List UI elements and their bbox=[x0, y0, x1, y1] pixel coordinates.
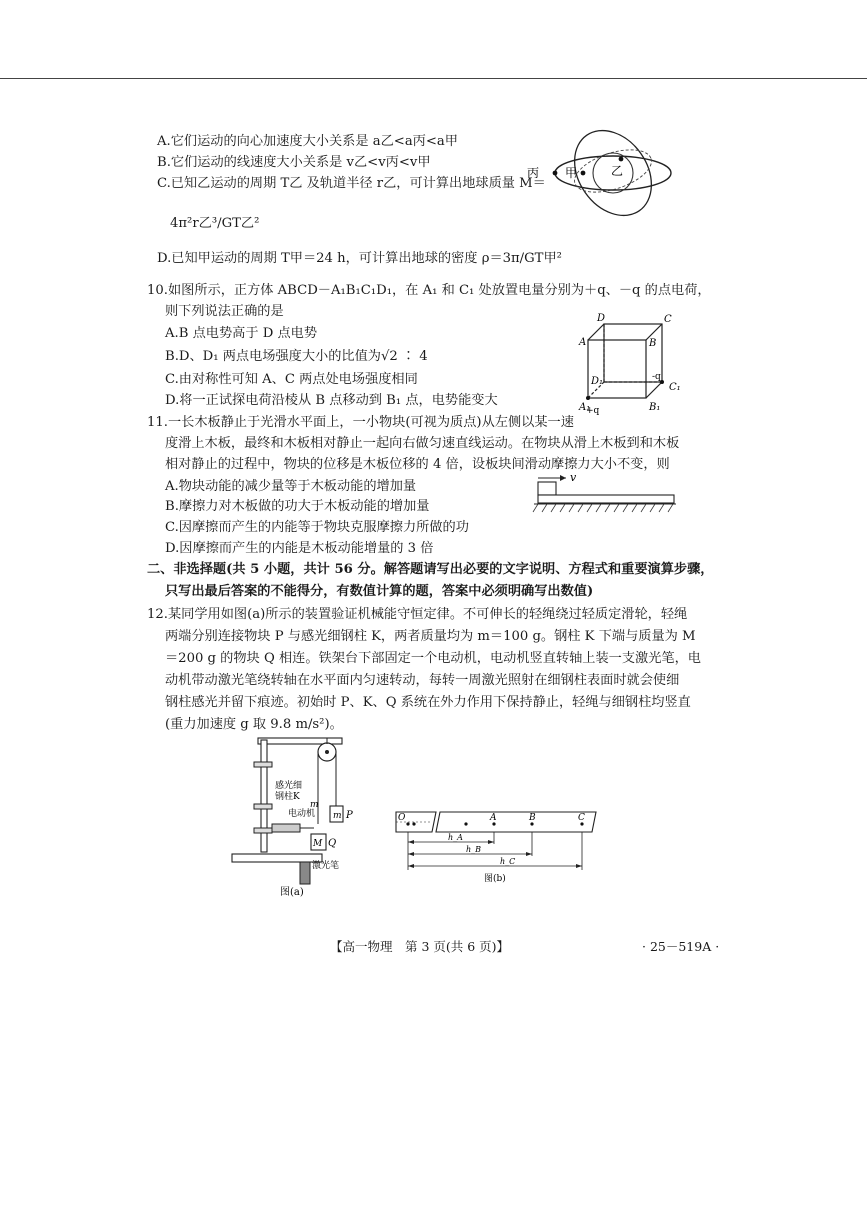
cube-label-a: A bbox=[579, 337, 587, 348]
rod-caption: 图(b) bbox=[484, 874, 506, 884]
top-rule bbox=[0, 78, 867, 79]
cube-label-minus-q: -q bbox=[652, 372, 661, 382]
cube-label-b: B bbox=[649, 338, 657, 349]
q11-stem-1: 11.一长木板静止于光滑水平面上，一小物块(可视为质点)从左侧以某一速 bbox=[147, 415, 574, 430]
q12-line-5: 钢柱感光并留下痕迹。初始时 P、K、Q 系统在外力作用下保持静止，轻绳与细钢柱均竖直 bbox=[165, 695, 691, 710]
cube-label-d1: D₁ bbox=[591, 376, 604, 387]
q11-option-c: C.因摩擦而产生的内能等于物块克服摩擦力所做的功 bbox=[165, 520, 469, 535]
apparatus-label-gan1: 感光细 bbox=[275, 781, 303, 791]
q10-stem-2: 则下列说法正确的是 bbox=[165, 304, 284, 319]
rod-label-b: B bbox=[529, 813, 536, 823]
q12-line-1: 12.某同学用如图(a)所示的装置验证机械能守恒定律。不可伸长的轻绳绕过轻质定滑轮，轻绳 bbox=[147, 607, 688, 622]
q11-option-b: B.摩擦力对木板做的功大于木板动能的增加量 bbox=[165, 499, 430, 514]
apparatus-figure bbox=[228, 732, 358, 902]
q11-option-a: A.物块动能的减少量等于木板动能的增加量 bbox=[165, 479, 417, 494]
cube-label-d: D bbox=[597, 313, 606, 324]
board-figure bbox=[530, 466, 680, 518]
orbit-label-bing: 丙 bbox=[527, 166, 540, 180]
apparatus-label-m-big: M bbox=[313, 839, 323, 849]
q12-line-4: 动机带动激光笔绕转轴在水平面内匀速转动，每转一周激光照射在细钢柱表面时就会使细 bbox=[165, 673, 680, 688]
cube-label-c: C bbox=[664, 314, 672, 325]
page-footer: 【高一物理 第 3 页(共 6 页)】 bbox=[330, 939, 510, 954]
apparatus-label-laser: 激光笔 bbox=[312, 861, 340, 871]
q9-option-d: D.已知甲运动的周期 T甲＝24 h，可计算出地球的密度 ρ＝3π/GT甲² bbox=[157, 251, 562, 266]
q12-line-6: (重力加速度 g 取 9.8 m/s²)。 bbox=[165, 717, 343, 732]
q12-line-2: 两端分别连接物块 P 与感光细钢柱 K，两者质量均为 m＝100 g。钢柱 K 下端与质量为 M bbox=[165, 629, 696, 644]
board-velocity-label: v bbox=[570, 471, 577, 484]
apparatus-label-m: m bbox=[310, 800, 319, 810]
cube-label-a1: A₁ bbox=[579, 402, 591, 413]
rod-label-c: C bbox=[578, 813, 585, 823]
rod-label-hc: h_C bbox=[500, 857, 516, 866]
rod-label-o: O bbox=[398, 813, 406, 823]
cube-label-b1: B₁ bbox=[649, 402, 661, 413]
cube-label-plus-q: +q bbox=[586, 406, 600, 416]
orbit-figure bbox=[525, 125, 675, 225]
q11-stem-3: 相对静止的过程中，物块的位移是木板位移的 4 倍，设板块间滑动摩擦力大小不变，则 bbox=[165, 457, 670, 472]
rod-label-ha: h_A bbox=[448, 833, 463, 842]
apparatus-label-q: Q bbox=[328, 838, 337, 849]
cube-figure bbox=[580, 310, 690, 420]
q10-option-a: A.B 点电势高于 D 点电势 bbox=[165, 326, 318, 341]
rod-marks-figure bbox=[392, 808, 602, 888]
q9-option-a: A.它们运动的向心加速度大小关系是 a乙<a丙<a甲 bbox=[157, 134, 458, 149]
q9-option-c-formula: 4π²r乙³/GT乙² bbox=[170, 216, 260, 231]
orbit-label-jia: 甲 bbox=[565, 166, 578, 180]
q11-option-d: D.因摩擦而产生的内能是木板动能增量的 3 倍 bbox=[165, 541, 434, 556]
q10-stem-1: 10.如图所示，正方体 ABCD－A₁B₁C₁D₁，在 A₁ 和 C₁ 处放置电量分别为＋q、－q 的点电荷， bbox=[147, 283, 711, 298]
q12-line-3: ＝200 g 的物块 Q 相连。铁架台下部固定一个电动机，电动机竖直转轴上装一支激光笔，电 bbox=[165, 651, 701, 666]
rod-label-a: A bbox=[490, 813, 497, 823]
page-code: · 25－519A · bbox=[642, 939, 720, 954]
apparatus-label-gan2: 钢柱K bbox=[275, 792, 300, 802]
apparatus-caption: 图(a) bbox=[280, 887, 304, 898]
q10-option-d: D.将一正试探电荷沿棱从 B 点移动到 B₁ 点，电势能变大 bbox=[165, 393, 498, 408]
cube-label-c1: C₁ bbox=[669, 382, 681, 393]
q9-option-b: B.它们运动的线速度大小关系是 v乙<v丙<v甲 bbox=[157, 155, 431, 170]
q10-option-c: C.由对称性可知 A、C 两点处电场强度相同 bbox=[165, 372, 418, 387]
apparatus-label-motor: 电动机 bbox=[288, 809, 316, 819]
orbit-label-yi: 乙 bbox=[611, 164, 624, 178]
q10-option-b: B.D、D₁ 两点电场强度大小的比值为√2 ∶ 4 bbox=[165, 349, 428, 364]
q9-option-c: C.已知乙运动的周期 T乙 及轨道半径 r乙，可计算出地球质量 M＝ bbox=[157, 176, 546, 191]
rod-label-hb: h_B bbox=[466, 845, 482, 854]
section2-heading-1: 二、非选择题(共 5 小题，共计 56 分。解答题请写出必要的文字说明、方程式和重要演算步骤， bbox=[147, 562, 714, 577]
apparatus-label-mp: m bbox=[333, 811, 342, 821]
q11-stem-2: 度滑上木板，最终和木板相对静止一起向右做匀速直线运动。在物块从滑上木板到和木板 bbox=[165, 436, 680, 451]
section2-heading-2: 只写出最后答案的不能得分，有数值计算的题，答案中必须明确写出数值) bbox=[165, 584, 594, 599]
apparatus-label-p: P bbox=[346, 810, 353, 821]
